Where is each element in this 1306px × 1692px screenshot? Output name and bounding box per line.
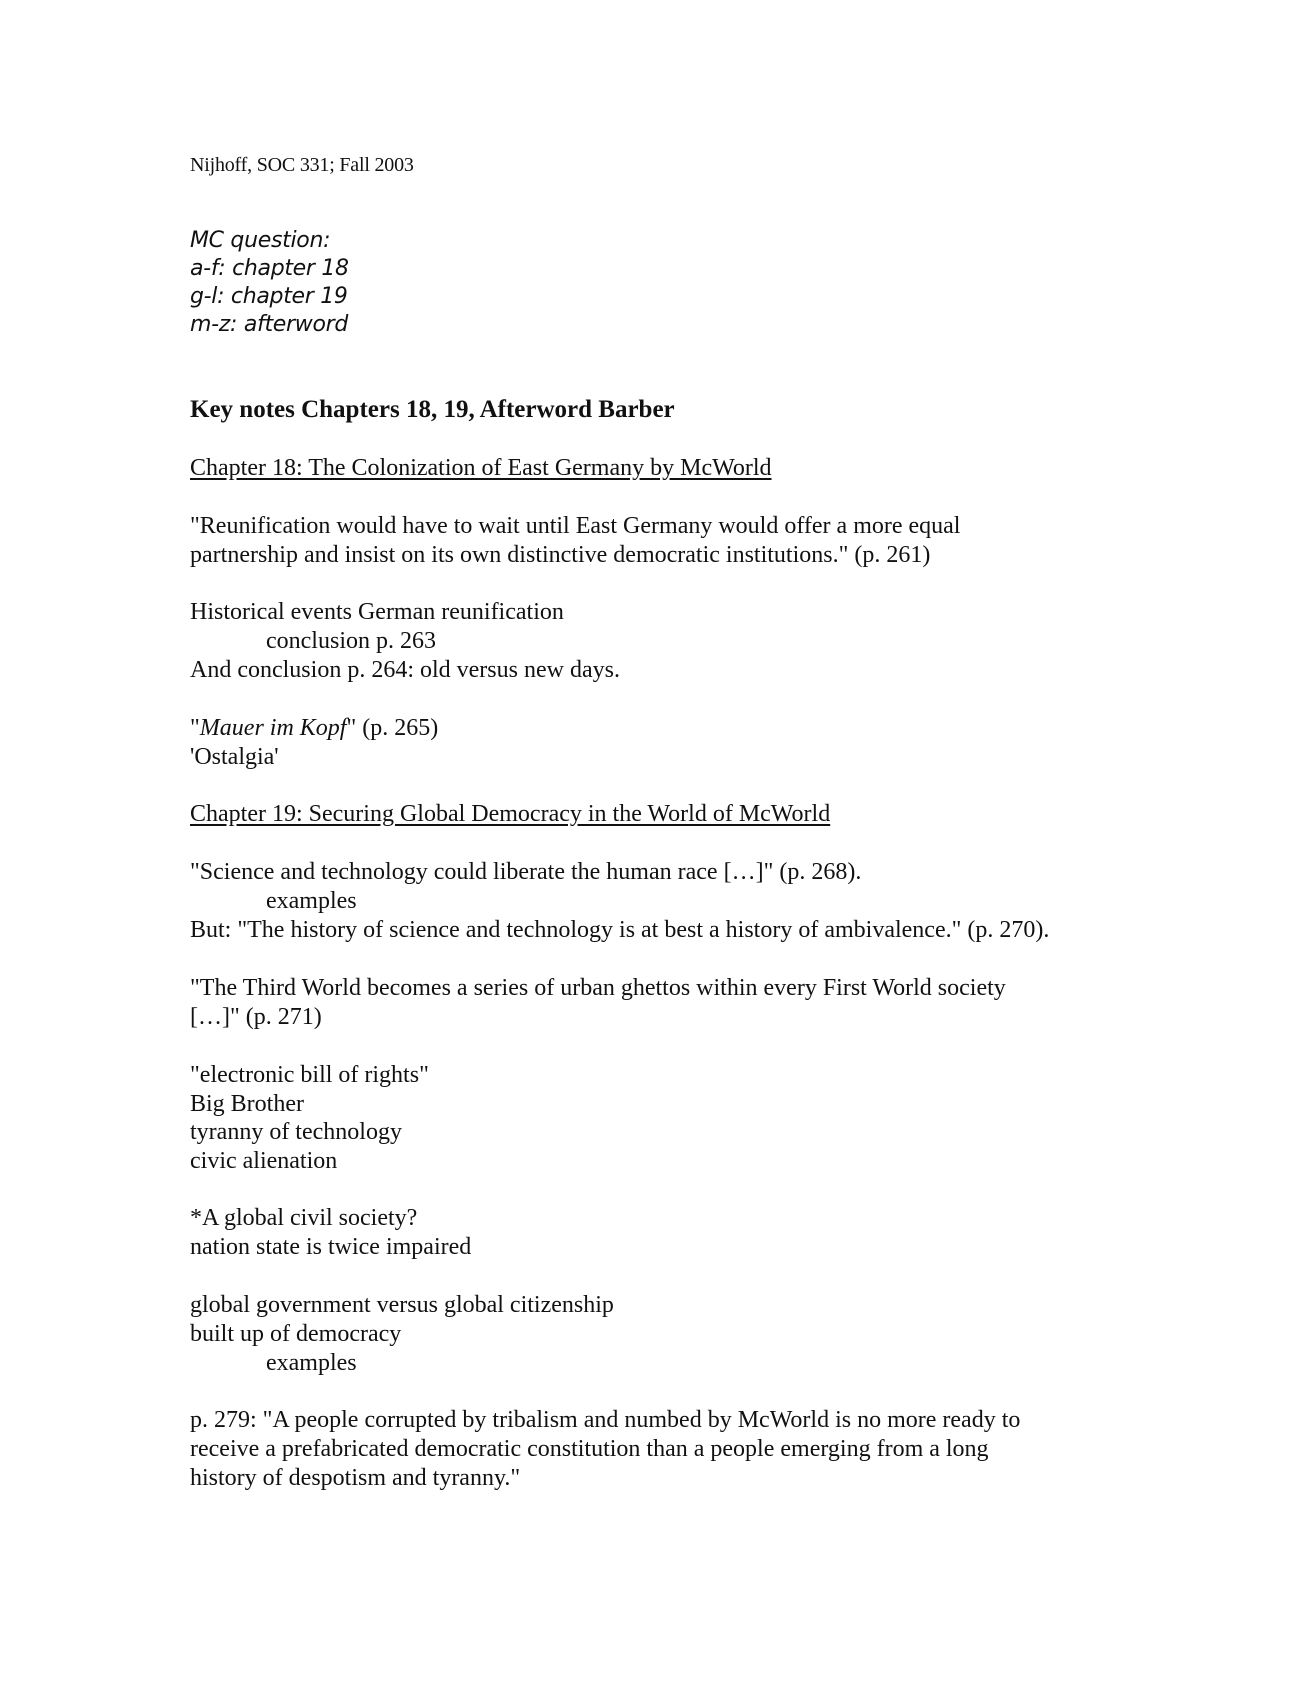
civic-alienation-note: civic alienation [190,1148,338,1174]
mauer-quote-open: " [190,715,200,741]
historical-events-note: Historical events German reunification [190,599,564,625]
electronic-bill-note: "electronic bill of rights" [190,1062,429,1088]
mauer-quote-close: " (p. 265) [346,715,439,741]
reunification-quote-line-2: partnership and insist on its own distinctive democratic institutions." (p. 261) [190,542,931,568]
mc-line-m-z: m-z: afterword [190,312,349,337]
p279-quote-line-1: p. 279: "A people corrupted by tribalism and numbed by McWorld is no more ready to [190,1407,1021,1433]
third-world-quote-line-2: […]" (p. 271) [190,1004,322,1030]
big-brother-note: Big Brother [190,1091,304,1117]
global-government-note: global government versus global citizenship [190,1292,614,1318]
reunification-quote-line-1: "Reunification would have to wait until East Germany would offer a more equal [190,513,961,539]
p279-quote-line-3: history of despotism and tyranny." [190,1465,521,1491]
history-ambivalence-quote: But: "The history of science and technology is at best a history of ambivalence." (p. 270). [190,917,1050,943]
tyranny-note: tyranny of technology [190,1119,402,1145]
conclusion-264-note: And conclusion p. 264: old versus new days. [190,657,620,683]
mc-line-a-f: a-f: chapter 18 [190,256,349,281]
examples-note-1: examples [266,888,357,914]
mauer-im-kopf-term: Mauer im Kopf [199,715,347,741]
built-up-democracy-note: built up of democracy [190,1321,402,1347]
nation-state-note: nation state is twice impaired [190,1234,472,1260]
science-quote: "Science and technology could liberate the human race […]" (p. 268). [190,859,862,885]
document-title: Key notes Chapters 18, 19, Afterword Barber [190,396,675,423]
course-header: Nijhoff, SOC 331; Fall 2003 [190,154,414,176]
conclusion-263-note: conclusion p. 263 [266,628,436,654]
mc-line-g-l: g-l: chapter 19 [190,284,348,309]
examples-note-2: examples [266,1350,357,1376]
mc-question-title: MC question: [190,228,331,253]
third-world-quote-line-1: "The Third World becomes a series of urban ghettos within every First World society [190,975,1006,1001]
chapter-19-heading: Chapter 19: Securing Global Democracy in the World of McWorld [190,801,831,827]
p279-quote-line-2: receive a prefabricated democratic constitution than a people emerging from a long [190,1436,989,1462]
mauer-im-kopf-note [190,713,438,743]
global-civil-society-note: *A global civil society? [190,1205,418,1231]
ostalgia-note: 'Ostalgia' [190,744,279,770]
chapter-18-heading: Chapter 18: The Colonization of East Germany by McWorld [190,455,772,481]
